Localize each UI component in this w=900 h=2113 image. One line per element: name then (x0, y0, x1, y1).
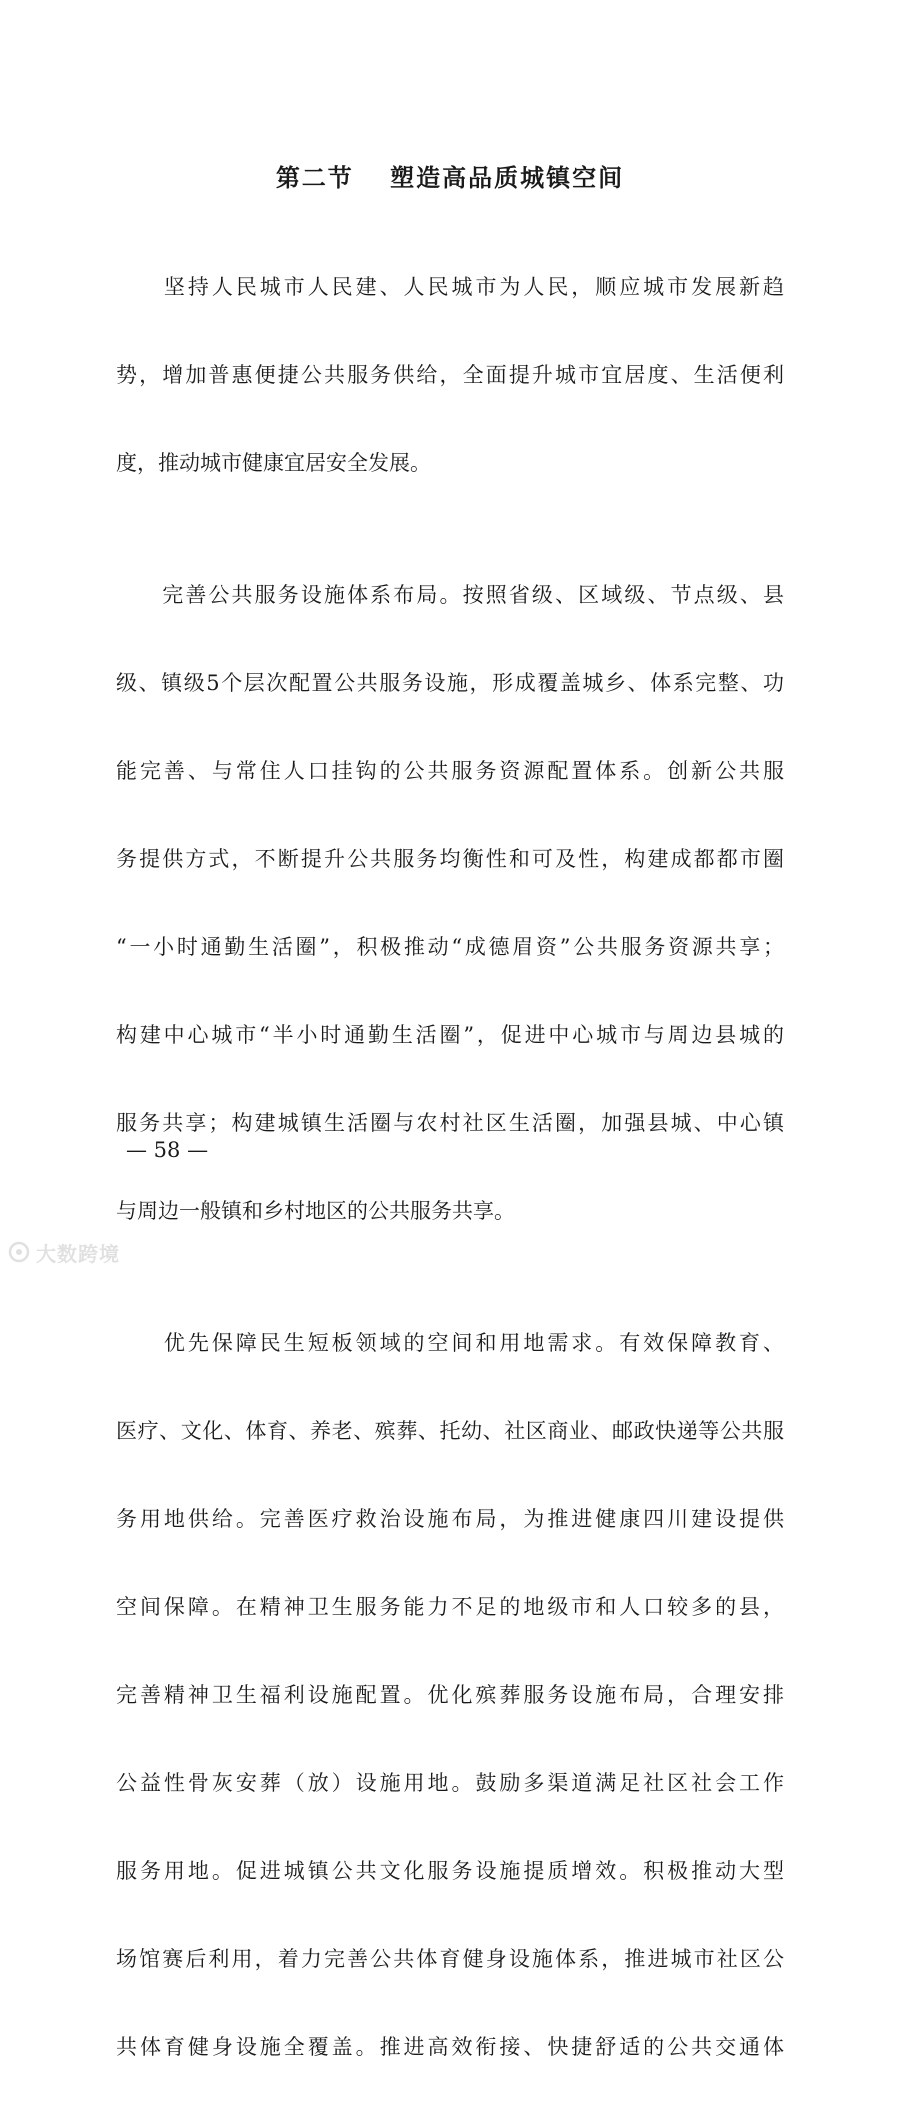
paragraph-last-line: 与周边一般镇和乡村地区的公共服务共享。 (116, 1199, 515, 1223)
paragraph-line: 共体育健身设施全覆盖。推进高效衔接、快捷舒适的公共交通体 (116, 2035, 784, 2059)
section-heading (0, 158, 900, 198)
paragraph-line: 空间保障。在精神卫生服务能力不足的地级市和人口较多的县， (116, 1595, 784, 1619)
paragraph-line: 完善公共服务设施体系布局。按照省级、区域级、节点级、县 (116, 583, 784, 607)
paragraph-line: 公益性骨灰安葬（放）设施用地。鼓励多渠道满足社区社会工作 (116, 1771, 784, 1795)
watermark (8, 1238, 120, 1266)
paragraph-line: 能完善、与常住人口挂钩的公共服务资源配置体系。创新公共服 (116, 759, 784, 783)
paragraph-line: 优先保障民生短板领域的空间和用地需求。有效保障教育、 (116, 1331, 784, 1355)
paragraph-line: 医疗、文化、体育、养老、殡葬、托幼、社区商业、邮政快递等公共服 (116, 1419, 784, 1443)
page-number: — 58 — (126, 1138, 209, 1162)
paragraph-line: 级、镇级5个层次配置公共服务设施，形成覆盖城乡、体系完整、功 (116, 671, 784, 695)
watermark-text: 大数跨境 (36, 1241, 120, 1266)
body-text (116, 221, 784, 2113)
paragraph-line: 构建中心城市“半小时通勤生活圈”，促进中心城市与周边县城的 (116, 1023, 784, 1047)
paragraph-intro (116, 221, 784, 529)
paragraph-line: 势，增加普惠便捷公共服务供给，全面提升城市宜居度、生活便利 (116, 363, 784, 387)
paragraph-line: 完善精神卫生福利设施配置。优化殡葬服务设施布局，合理安排 (116, 1683, 784, 1707)
section-title: 塑造高品质城镇空间 (390, 163, 625, 192)
paragraph-line: “一小时通勤生活圈”，积极推动“成德眉资”公共服务资源共享； (116, 935, 784, 959)
paragraph-public-service-layout (116, 529, 784, 1277)
paragraph-line: 务用地供给。完善医疗救治设施布局，为推进健康四川建设提供 (116, 1507, 784, 1531)
paragraph-livelihood-land (116, 1277, 784, 2113)
paragraph-line: 务提供方式，不断提升公共服务均衡性和可及性，构建成都都市圈 (116, 847, 784, 871)
paragraph-line: 场馆赛后利用，着力完善公共体育健身设施体系，推进城市社区公 (116, 1947, 784, 1971)
section-label: 第二节 (275, 163, 354, 192)
paragraph-line: 服务用地。促进城镇公共文化服务设施提质增效。积极推动大型 (116, 1859, 784, 1883)
paragraph-last-line: 度，推动城市健康宜居安全发展。 (116, 451, 431, 475)
paragraph-line: 坚持人民城市人民建、人民城市为人民，顺应城市发展新趋 (116, 275, 784, 299)
paragraph-line: 服务共享；构建城镇生活圈与农村社区生活圈，加强县城、中心镇 (116, 1111, 784, 1135)
watermark-logo-icon (8, 1241, 30, 1263)
